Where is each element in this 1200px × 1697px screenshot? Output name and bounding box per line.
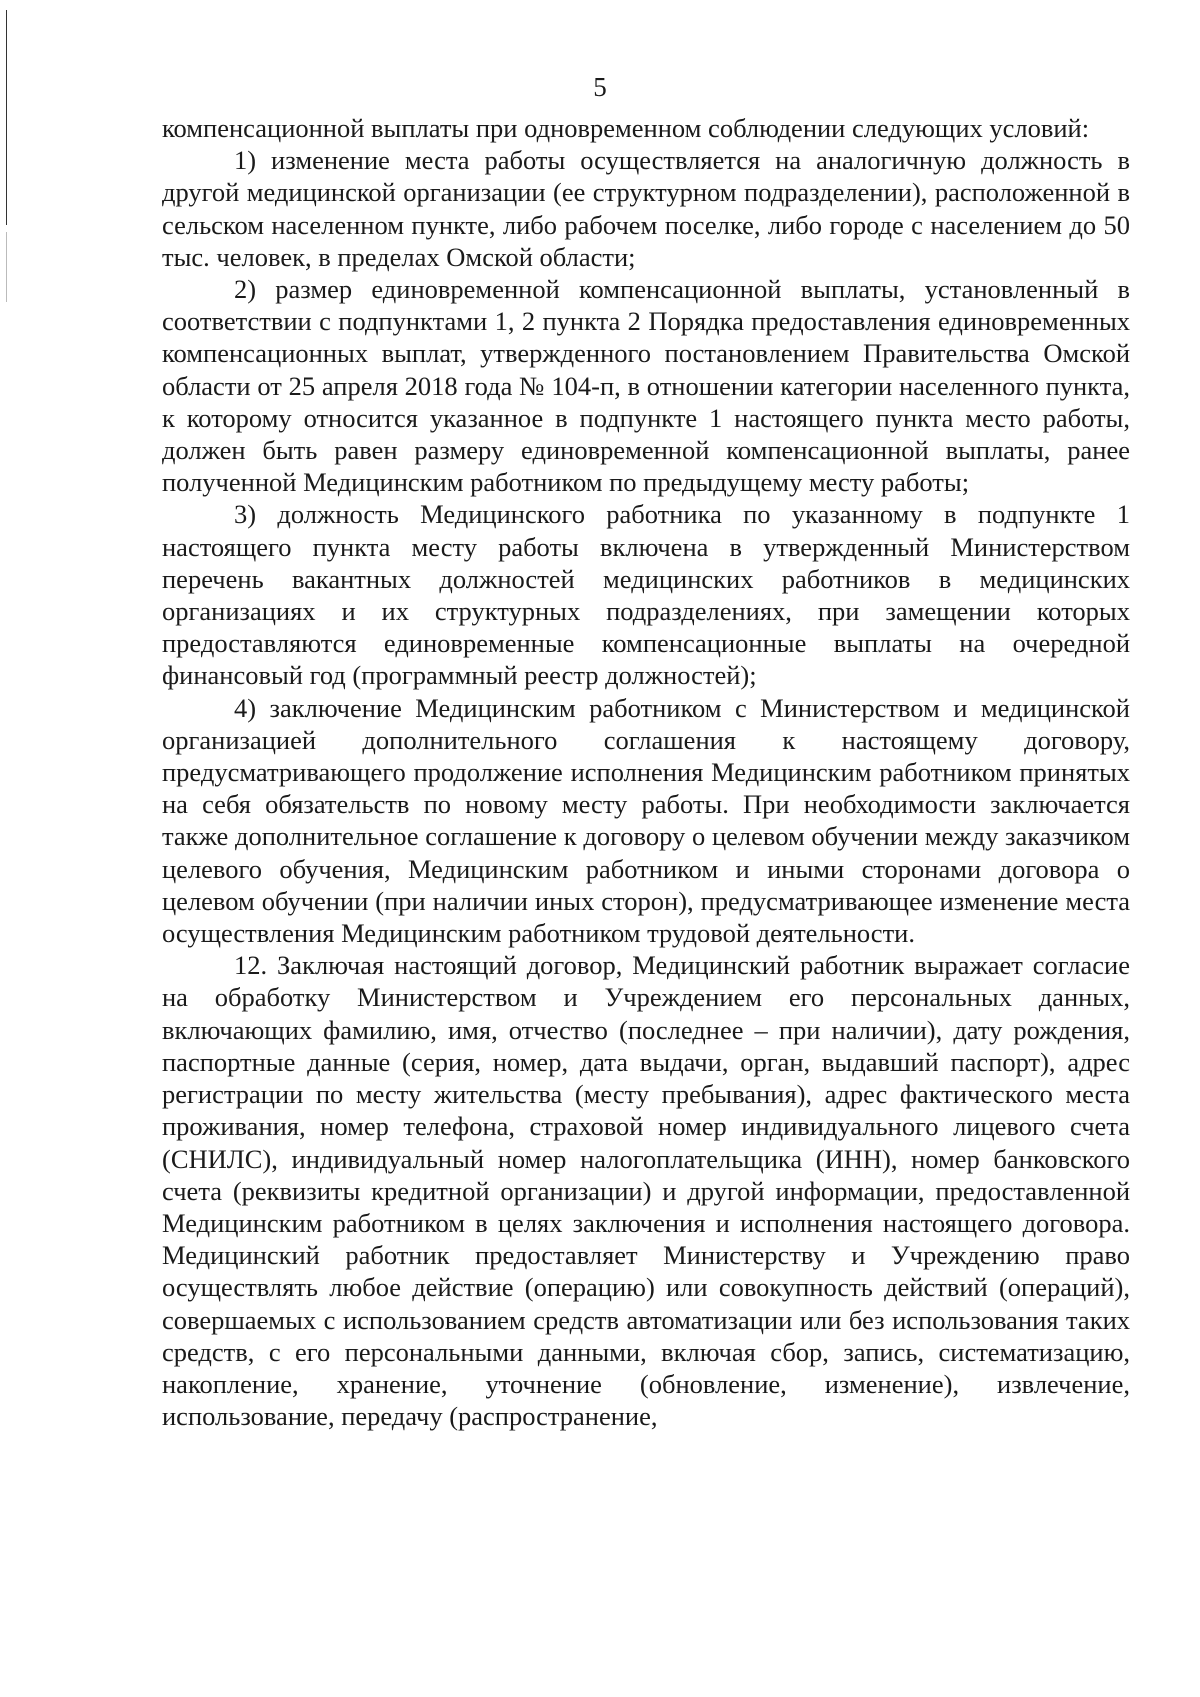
paragraph-subitem-3: 3) должность Медицинского работника по указанному в подпункте 1 настоящего пункта месту работы включена в утвержденный Министерством перечень вакантных должностей медицинских работников в медицинских организациях и их структурных подразделениях, при замещении которых предоставляются единовременные компенсационные выплаты на очередной финансовый год (программный реестр должностей);	[162, 499, 1130, 691]
paragraph-subitem-4: 4) заключение Медицинским работником с Министерством и медицинской организацией дополнительного соглашения к настоящему договору, предусматривающего продолжение исполнения Медицинским работником принятых на себя обязательств по новому месту работы. При необходимости заключается также дополнительное соглашение к договору о целевом обучении между заказчиком целевого обучения, Медицинским работником и иными сторонами договора о целевом обучении (при наличии иных сторон), предусматривающее изменение места осуществления Медицинским работником трудовой деятельности.	[162, 692, 1130, 949]
scan-edge-line-faint	[6, 232, 7, 302]
page-number: 5	[593, 72, 607, 102]
paragraph-clause-12: 12. Заключая настоящий договор, Медицинский работник выражает согласие на обработку Министерством и Учреждением его персональных данных, включающих фамилию, имя, отчество (последнее – при наличии), дату рождения, паспортные данные (серия, номер, дата выдачи, орган, выдавший паспорт), адрес регистрации по месту жительства (месту пребывания), адрес фактического места проживания, номер телефона, страховой номер индивидуального лицевого счета (СНИЛС), индивидуальный номер налогоплательщика (ИНН), номер банковского счета (реквизиты кредитной организации) и другой информации, предоставленной Медицинским работником в целях заключения и исполнения настоящего договора. Медицинский работник предоставляет Министерству и Учреждению право осуществлять любое действие (операцию) или совокупность действий (операций), совершаемых с использованием средств автоматизации или без использования таких средств, с его персональными данными, включая сбор, запись, систематизацию, накопление, хранение, уточнение (обновление, изменение), извлечение, использование, передачу (распространение,	[162, 950, 1130, 1432]
paragraph-continuation: компенсационной выплаты при одновременном соблюдении следующих условий:	[162, 113, 1090, 143]
scan-edge-line	[6, 10, 7, 225]
paragraph-subitem-1: 1) изменение места работы осуществляется на аналогичную должность в другой медицинской организации (ее структурном подразделении), расположенной в сельском населенном пункте, либо рабочем поселке, либо городе с населением до 50 тыс. человек, в пределах Омской области;	[162, 145, 1130, 272]
paragraph-subitem-2: 2) размер единовременной компенсационной выплаты, установленный в соответствии с подпунктами 1, 2 пункта 2 Порядка предоставления единовременных компенсационных выплат, утвержденного постановлением Правительства Омской области от 25 апреля 2018 года № 104-п, в отношении категории населенного пункта, к которому относится указанное в подпункте 1 настоящего пункта место работы, должен быть равен размеру единовременной компенсационной выплаты, ранее полученной Медицинским работником по предыдущему месту работы;	[162, 274, 1130, 498]
document-body	[162, 112, 1130, 1432]
